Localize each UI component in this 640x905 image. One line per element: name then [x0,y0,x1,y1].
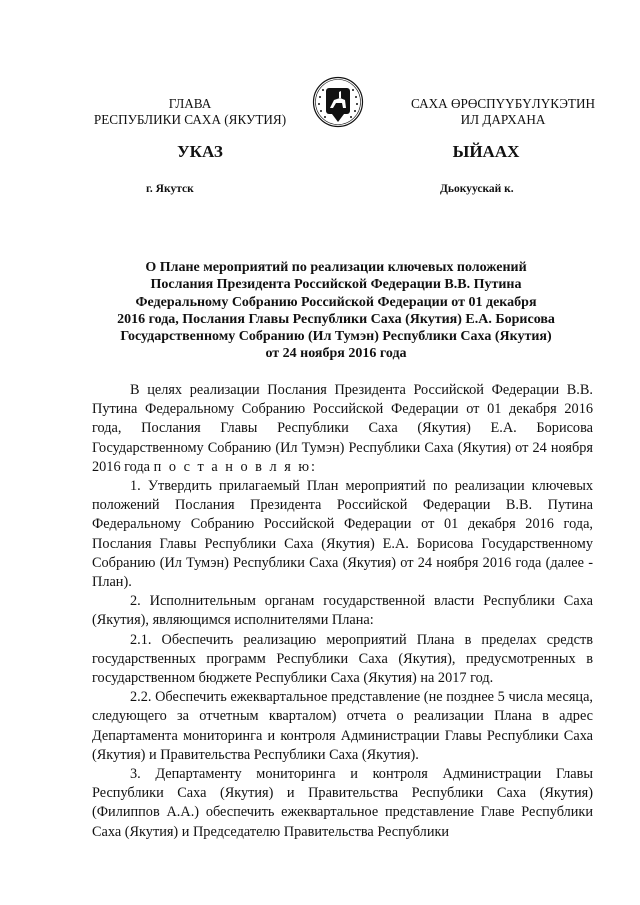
header-left-line2: РЕСПУБЛИКИ САХА (ЯКУТИЯ) [93,112,287,127]
paragraph-1: 1. Утвердить прилагаемый План мероприятий по реализации ключевых положений Послания Президента Российской Федерации В.В. Путина Федеральному Собранию Российской Федерации от 01 декабря 2016 года, Послания Главы Республики Саха (Якутия) Е.А. Борисова Государственному Собранию (Ил Тумэн) Республики Саха (Якутия) от 24 ноября 2016 года (далее - План). [92,478,593,591]
intro-text: В целях реализации Послания Президента Российской Федерации В.В. Путина Федеральному Собранию Российской Федерации от 01 декабря 2016 года, Послания Главы Республики Саха (Якутия) Е.А. Борисова Государственному Собранию (Ил Тумэн) Республики Саха (Якутия) от 24 ноября 2016 года [92,382,593,475]
decree-body [92,381,593,842]
paragraph-2-2: 2.2. Обеспечить ежеквартальное представление (не позднее 5 числа месяца, следующего за отчетным кварталом) отчета о реализации Плана в адрес Департамента мониторинга и контроля Администрации Главы Республики Саха (Якутия) и Правительства Республики Саха (Якутия). [92,689,593,763]
decree-heading [96,259,576,363]
decree-word: п о с т а н о в л я ю: [153,458,318,475]
city-sah: Дьокуускай к. [440,183,514,195]
coat-of-arms-emblem [312,76,364,128]
heading-line: Федеральному Собранию Российской Федерации от 01 декабря [135,294,537,310]
heading-line: О Плане мероприятий по реализации ключевых положений [145,260,527,275]
decree-title-sah: ЫЙААХ [452,142,520,161]
heading-line: от 24 ноября 2016 года [265,346,407,362]
heading-line: 2016 года, Послания Главы Республики Саха (Якутия) Е.А. Борисова [117,311,555,327]
header-left-block [80,96,300,128]
city-ru: г. Якутск [146,183,194,195]
paragraph-2-1: 2.1. Обеспечить реализацию мероприятий Плана в пределах средств государственных программ Республики Саха (Якутия), предусмотренных в государственном бюджете Республики Саха (Якутия) на 2017 год. [92,631,593,687]
heading-line: Государственному Собранию (Ил Тумэн) Республики Саха (Якутия) [120,329,552,345]
header-left-line1: ГЛАВА [168,96,212,111]
paragraph-2: 2. Исполнительным органам государственной власти Республики Саха (Якутия), являющимся исполнителями Плана: [92,593,593,629]
decree-title-ru: УКАЗ [177,142,223,161]
header-right-line2: ИЛ ДАРХАНА [460,112,546,127]
heading-line: Послания Президента Российской Федерации В.В. Путина [150,277,522,293]
intro-paragraph [92,381,593,477]
header-right-block [398,96,608,128]
header-right-line1: САХА ӨРӨСПҮҮБҮЛҮКЭТИН [410,96,596,111]
paragraph-3: 3. Департаменту мониторинга и контроля Администрации Главы Республики Саха (Якутия) и Правительства Республики Саха (Якутия) (Филиппов А.А.) обеспечить ежеквартальное представление Главе Республики Саха (Якутия) и Председателю Правительства Республики [92,766,593,840]
